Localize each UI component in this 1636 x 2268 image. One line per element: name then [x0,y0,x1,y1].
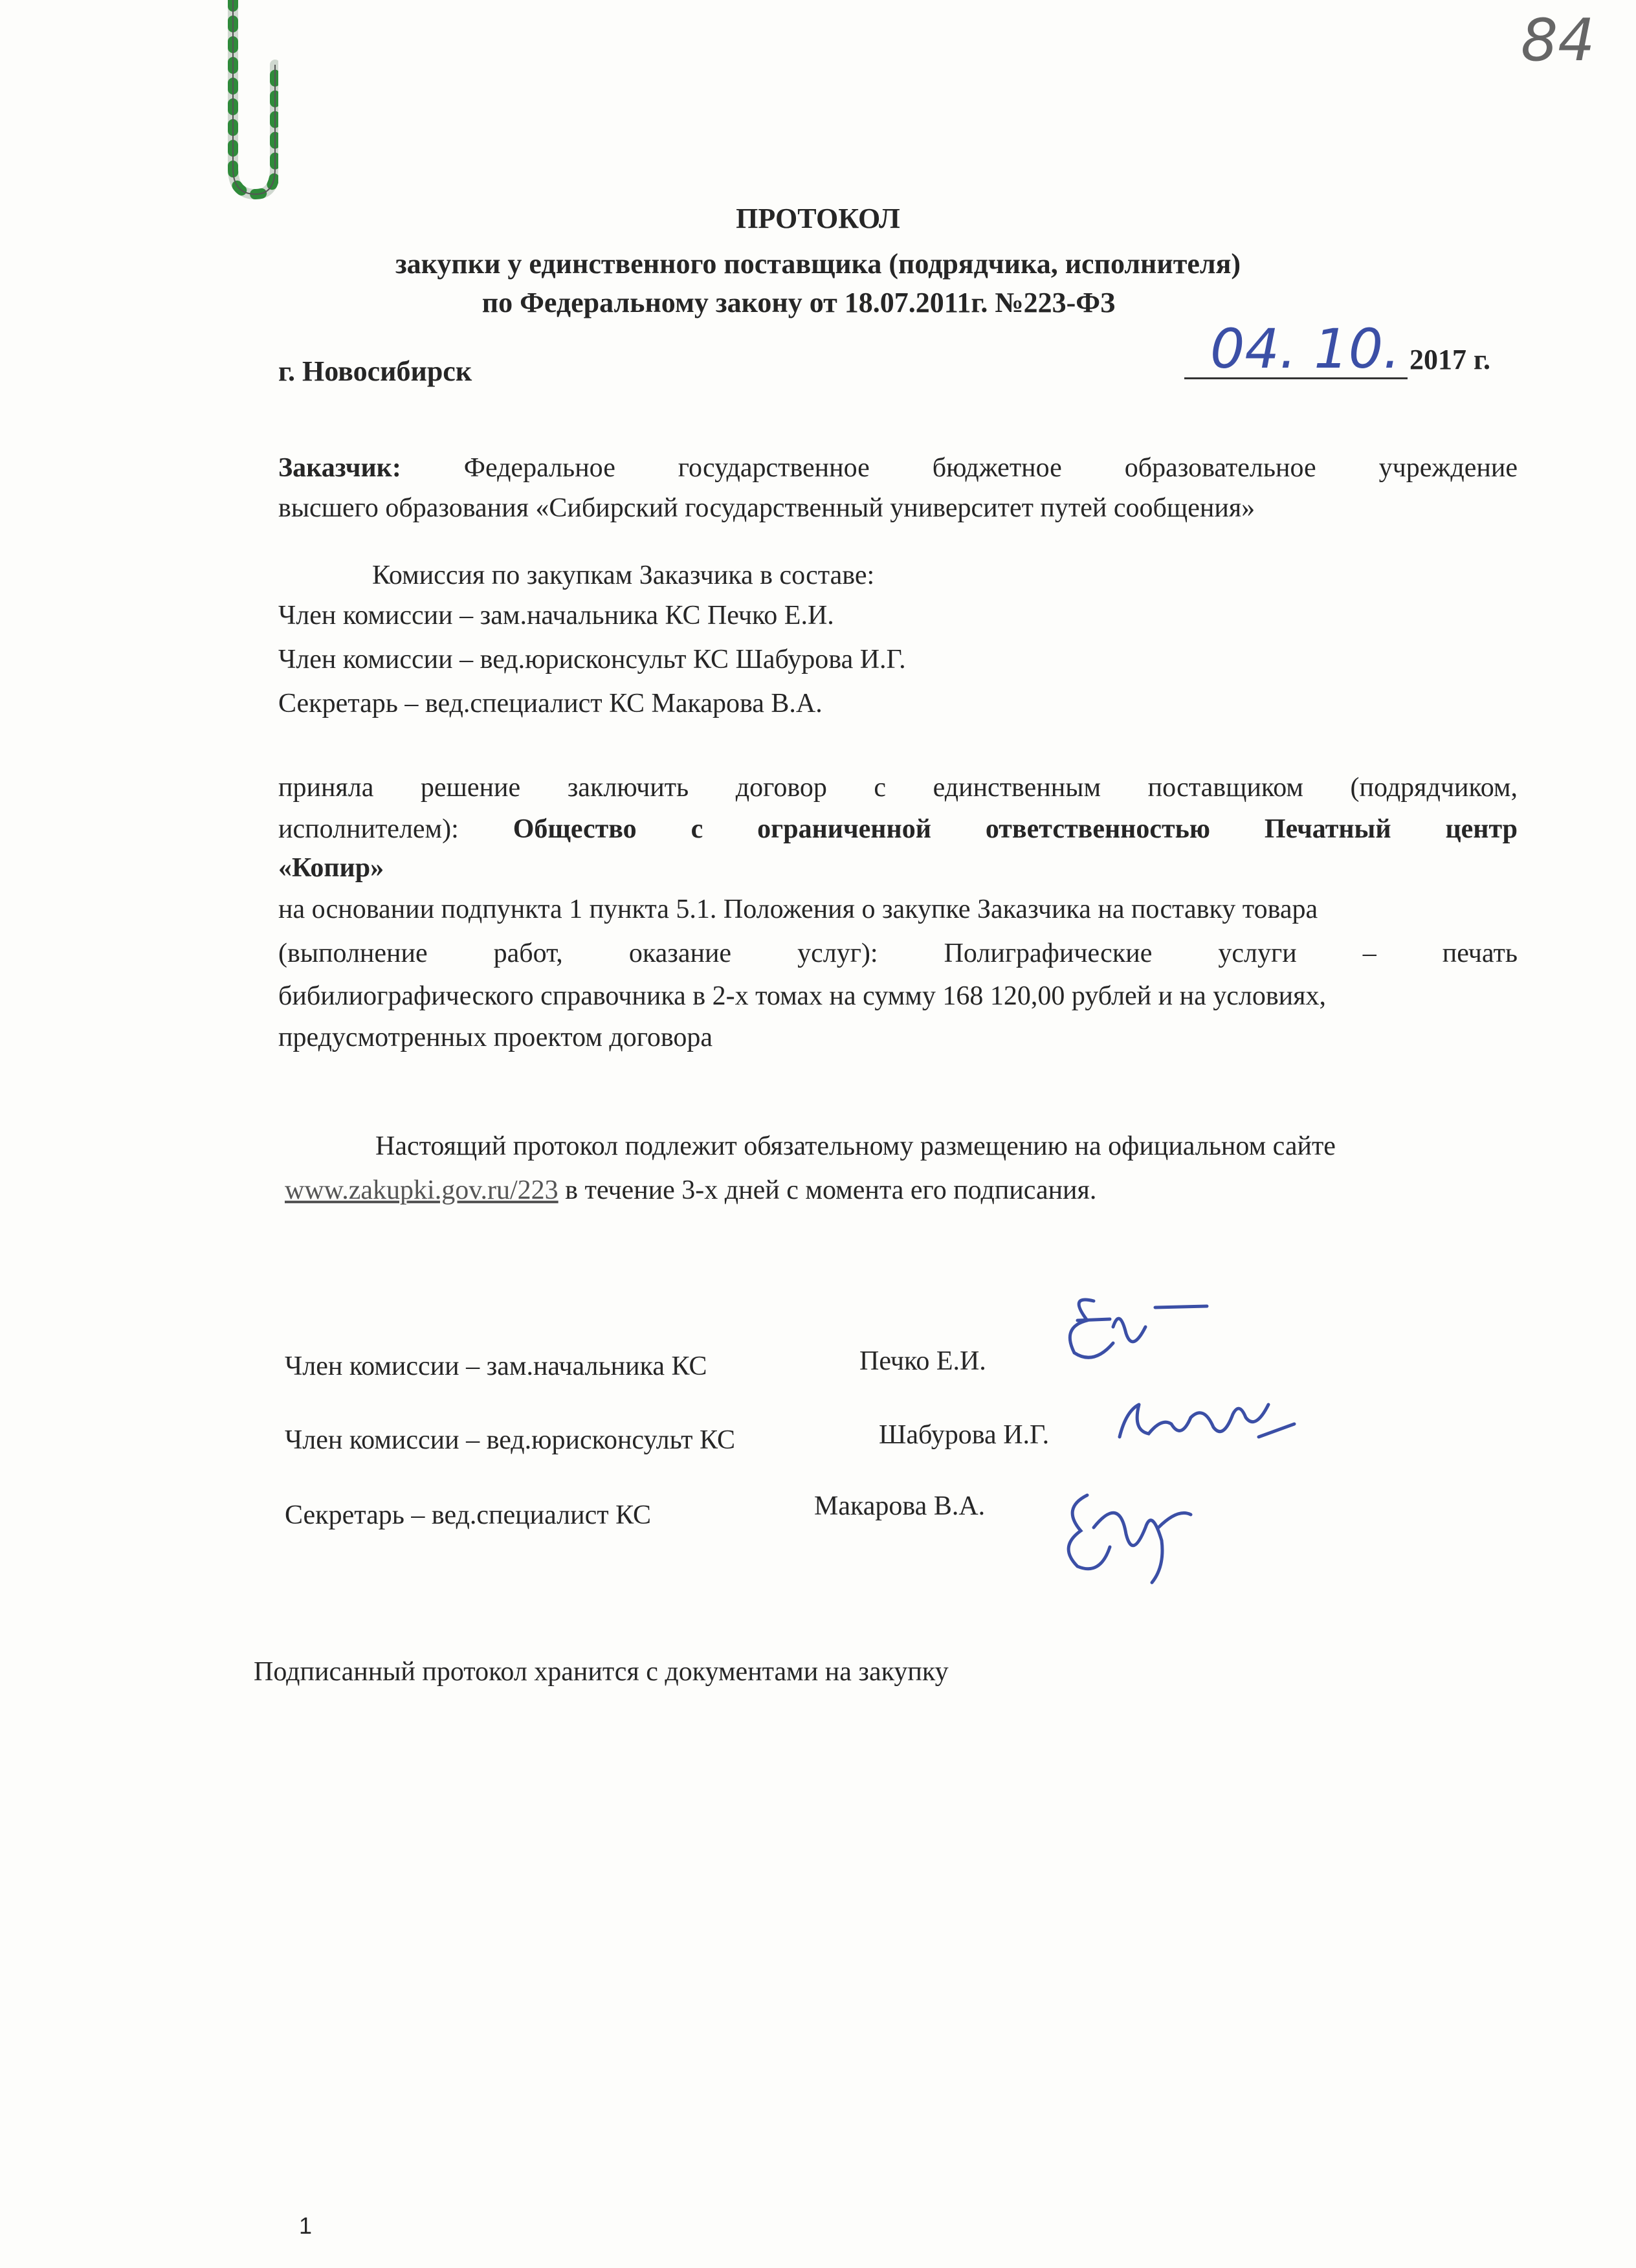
decision-line-2 [278,809,1518,849]
document-subtitle-2: по Федеральному закону от 18.07.2011г. №223-ФЗ [481,287,1116,318]
decision-line-4: на основании подпункта 1 пункта 5.1. Положения о закупке Заказчика на поставку товара [278,895,1318,924]
publication-line-2-rest: в течение 3-х дней с момента его подписания. [565,1175,1097,1205]
decision-line-6: бибилиографического справочника в 2-х томах на сумму 168 120,00 рублей и на условиях, [278,981,1326,1011]
publication-line-1: Настоящий протокол подлежит обязательному размещению на официальном сайте [375,1131,1336,1161]
publication-line-2 [285,1170,1096,1210]
decision-line-7: предусмотренных проектом договора [278,1023,713,1052]
commission-member-1: Член комиссии – зам.начальника КС Печко Е.И. [278,601,834,630]
commission-member-2: Член комиссии – вед.юрисконсульт КС Шабурова И.Г. [278,645,906,674]
signature-1-icon [1048,1282,1217,1392]
document-subtitle-1: закупки у единственного поставщика (подрядчика, исполнителя) [395,248,1241,280]
signature-role-1: Член комиссии – зам.начальника КС [285,1351,707,1381]
customer-line-1 [278,448,1518,488]
zakupki-link[interactable]: www.zakupki.gov.ru/223 [285,1175,558,1205]
signature-role-3: Секретарь – вед.специалист КС [285,1500,652,1530]
customer-name-1: Федеральное государственное бюджетное образовательное учреждение [463,453,1518,483]
document-title: ПРОТОКОЛ [736,203,900,234]
handwritten-page-number: 84 [1521,6,1595,74]
signature-2-icon [1100,1379,1307,1463]
decision-line-1: приняла решение заключить договор с единственным поставщиком (подрядчиком, [278,773,1518,803]
commission-intro: Комиссия по закупкам Заказчика в составе: [372,561,875,590]
supplier-name-cont: «Копир» [278,853,384,883]
page-number: 1 [299,2212,313,2239]
signature-role-2: Член комиссии – вед.юрисконсульт КС [285,1425,736,1455]
decision-line-2-plain: исполнителем): [278,814,459,844]
signature-name-2: Шабурова И.Г. [879,1420,1050,1450]
signature-name-1: Печко Е.И. [859,1346,986,1376]
date-year: 2017 г. [1409,344,1491,375]
customer-label: Заказчик: [278,453,401,483]
commission-member-3: Секретарь – вед.специалист КС Макарова В.А. [278,689,823,718]
supplier-name: Общество с ограниченной ответственностью Печатный центр [513,814,1518,844]
date-handwritten: 04. 10. [1210,317,1400,381]
customer-line-2: высшего образования «Сибирский государственный университет путей сообщения» [278,493,1255,523]
storage-note: Подписанный протокол хранится с документами на закупку [254,1657,949,1687]
signature-3-icon [1048,1469,1217,1586]
signature-name-3: Макарова В.А. [814,1491,986,1521]
city: г. Новосибирск [278,355,472,387]
paperclip-icon [207,0,278,201]
decision-line-5: (выполнение работ, оказание услуг): Полиграфические услуги – печать [278,939,1518,968]
